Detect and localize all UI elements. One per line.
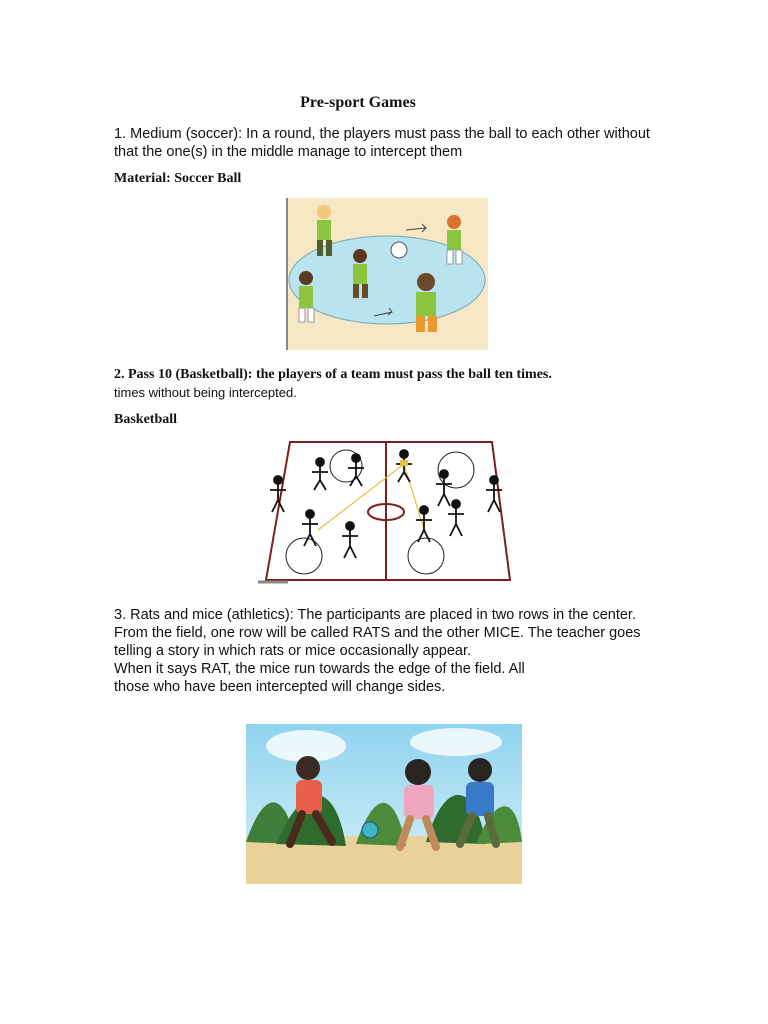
game2-subline: times without being intercepted.: [114, 385, 297, 400]
game3-line3: telling a story in which rats or mice occasionally appear.: [114, 643, 472, 659]
basketball-court-illustration: [258, 440, 514, 586]
rats-and-mice-illustration: [246, 724, 522, 884]
game1-line2: that the one(s) in the middle manage to intercept them: [114, 144, 463, 160]
game2-heading: 2. Pass 10 (Basketball): the players of a team must pass the ball ten times.: [114, 367, 552, 382]
game3-line4: When it says RAT, the mice run towards the edge of the field. All: [114, 661, 525, 677]
soccer-illustration: [286, 198, 488, 350]
page-title: Pre-sport Games: [300, 94, 416, 111]
game3-description: [114, 606, 694, 696]
game2-material: Basketball: [114, 412, 178, 427]
game3-line5: those who have been intercepted will change sides.: [114, 679, 446, 695]
game1-description: [114, 125, 674, 161]
game1-material: Material: Soccer Ball: [114, 171, 242, 186]
game3-line1: 3. Rats and mice (athletics): The participants are placed in two rows in the center.: [114, 607, 636, 623]
game3-line2: From the field, one row will be called RATS and the other MICE. The teacher goes: [114, 625, 641, 641]
game1-line1: 1. Medium (soccer): In a round, the players must pass the ball to each other without: [114, 126, 650, 142]
